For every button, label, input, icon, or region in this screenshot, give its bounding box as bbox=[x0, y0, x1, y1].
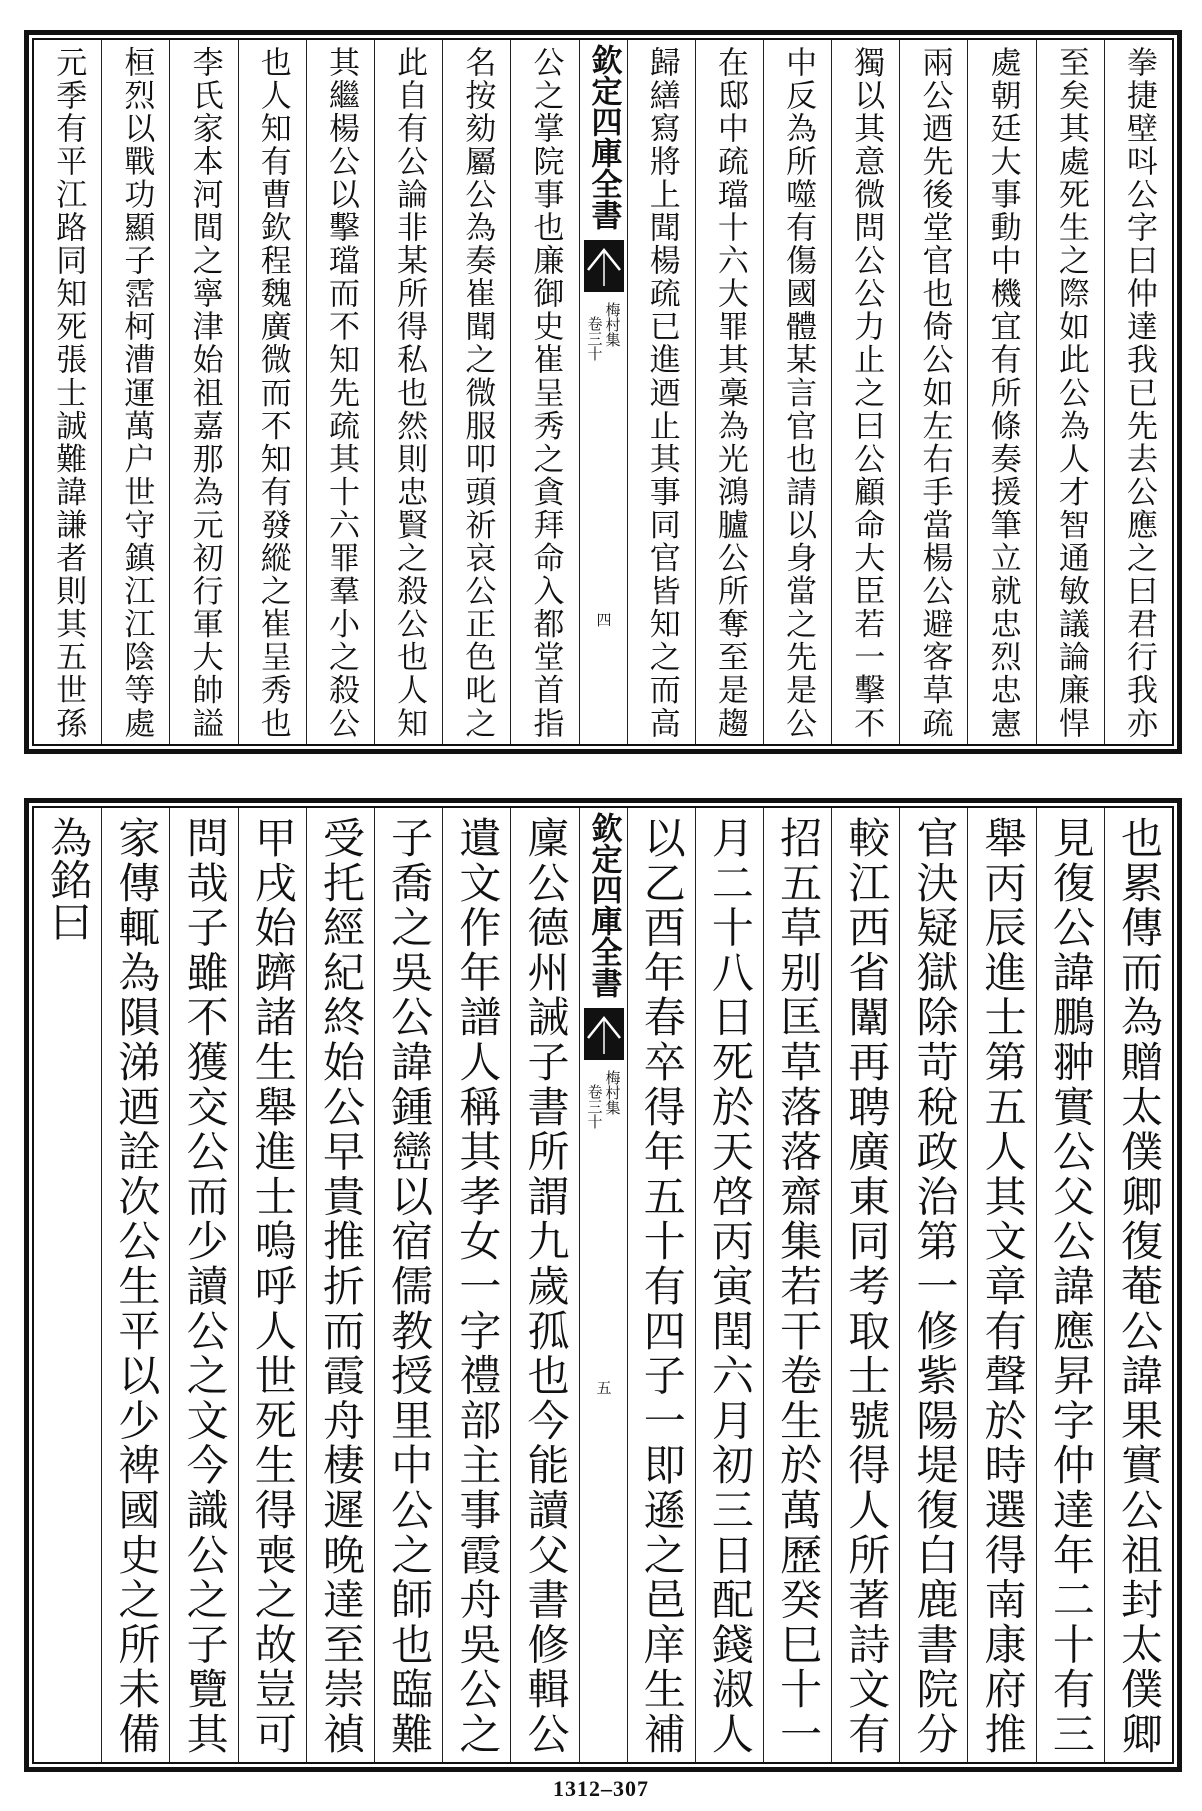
text-column: 處朝廷大事動中機宜有所條奏援筆立就忠烈忠憲 bbox=[967, 40, 1035, 744]
text-column: 桓烈以戰功顯子霑柯漕運萬户世守鎮江江陰等處 bbox=[101, 40, 169, 744]
text-column: 在邸中疏璫十六大罪其稾為光鴻臚公所奪至是趨 bbox=[695, 40, 763, 744]
fishtail-mark bbox=[584, 240, 624, 292]
text-column: 元季有平江路同知死張士誠難諱謙者則其五世孫 bbox=[50, 46, 87, 738]
center-subtitle bbox=[586, 302, 622, 361]
text-column: 遺文作年譜人稱其孝女一字禮部主事霞舟吳公之 bbox=[442, 808, 510, 1762]
center-subtitle bbox=[586, 1070, 622, 1129]
text-column: 子喬之吳公諱鍾巒以宿儒教授里中公之師也臨難 bbox=[374, 808, 442, 1762]
text-column: 為銘曰 bbox=[44, 816, 94, 942]
book-title: 欽定四庫全書 bbox=[585, 44, 622, 230]
text-column: 以乙酉年春卒得年五十有四子一即遜之邑庠生補 bbox=[627, 808, 695, 1762]
page-frame bbox=[32, 806, 1174, 1764]
center-column bbox=[579, 40, 627, 744]
text-column: 招五草别匡草落落齋集若干卷生於萬歷癸巳十一 bbox=[763, 808, 831, 1762]
collection-title: 梅村集 bbox=[603, 1070, 622, 1115]
volume-label: 卷三十 bbox=[585, 316, 604, 361]
text-column: 見復公諱鵬翀實公父公諱應昇字仲達年二十有三 bbox=[1036, 808, 1104, 1762]
text-column: 廩公德州誡子書所謂九歲孤也今能讀父書修輯公 bbox=[510, 808, 578, 1762]
text-column: 舉丙辰進士第五人其文章有聲於時選得南康府推 bbox=[967, 808, 1035, 1762]
text-column: 月二十八日死於天啓丙寅閏六月初三日配錢淑人 bbox=[695, 808, 763, 1762]
text-column: 中反為所噬有傷國體某言官也請以身當之先是公 bbox=[763, 40, 831, 744]
text-column: 獨以其意微問公公力止之曰公顧命大臣若一擊不 bbox=[831, 40, 899, 744]
text-column: 公之掌院事也廉御史崔呈秀之貪拜命入都堂首指 bbox=[510, 40, 578, 744]
page-reference: 1312–307 bbox=[553, 1776, 649, 1801]
text-column: 家傳輒為隕涕迺詮次公生平以少裨國史之所未備 bbox=[101, 808, 169, 1762]
text-column: 名按劾屬公為奏崔聞之微服叩頭祈哀公正色叱之 bbox=[442, 40, 510, 744]
text-column: 也人知有曹欽程魏廣微而不知有發縱之崔呈秀也 bbox=[238, 40, 306, 744]
text-column: 較江西省闈再聘廣東同考取士號得人所著詩文有 bbox=[831, 808, 899, 1762]
book-title: 欽定四庫全書 bbox=[585, 812, 622, 998]
book-page-lower bbox=[24, 798, 1182, 1772]
book-page-upper bbox=[24, 30, 1182, 754]
text-column: 問哉子雖不獲交公而少讀公之文今識公之子覽其 bbox=[169, 808, 237, 1762]
page-frame bbox=[32, 38, 1174, 746]
volume-label: 卷三十 bbox=[585, 1084, 604, 1129]
text-column: 此自有公論非某所得私也然則忠賢之殺公也人知 bbox=[374, 40, 442, 744]
text-column: 拳捷壁呌公字曰仲達我已先去公應之曰君行我亦 bbox=[1104, 40, 1172, 744]
text-column: 甲戌始躋諸生舉進士嗚呼人世死生得喪之故豈可 bbox=[238, 808, 306, 1762]
text-column: 也累傳而為贈太僕卿復菴公諱果實公祖封太僕卿 bbox=[1104, 808, 1172, 1762]
text-column: 歸繕寫將上聞楊疏已進迺止其事同官皆知之而高 bbox=[627, 40, 695, 744]
text-column: 官決疑獄除苛稅政治第一修紫陽堤復白鹿書院分 bbox=[899, 808, 967, 1762]
center-column bbox=[579, 808, 627, 1762]
fishtail-mark bbox=[584, 1008, 624, 1060]
collection-title: 梅村集 bbox=[603, 302, 622, 347]
text-column: 兩公迺先後堂官也倚公如左右手當楊公避客草疏 bbox=[899, 40, 967, 744]
text-column: 李氏家本河間之寧津始祖嘉那為元初行軍大帥謚 bbox=[169, 40, 237, 744]
text-column: 受托經紀終始公早貴推折而霞舟棲遲晚達至崇禎 bbox=[306, 808, 374, 1762]
page-number: 四 bbox=[594, 612, 613, 627]
text-column: 至矣其處死生之際如此公為人才智通敏議論廉悍 bbox=[1036, 40, 1104, 744]
page-number: 五 bbox=[594, 1380, 613, 1395]
text-column: 其繼楊公以擊璫而不知先疏其十六罪羣小之殺公 bbox=[306, 40, 374, 744]
